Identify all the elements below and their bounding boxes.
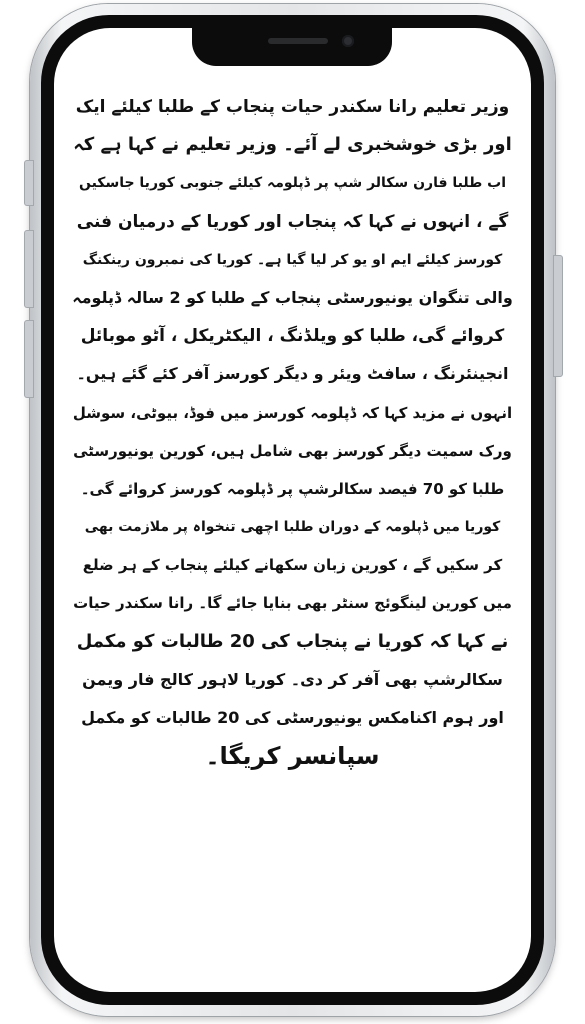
article-line: کورسز کیلئے ایم او یو کر لیا گیا ہے۔ کوریا کی نمبرون رینکنگ <box>82 251 503 268</box>
volume-down-button <box>24 320 34 398</box>
article-line: وزیر تعلیم رانا سکندر حیات پنجاب کے طلبا کیلئے ایک <box>75 97 510 117</box>
phone-bezel <box>41 15 544 1005</box>
article-line: اب طلبا فارن سکالر شپ پر ڈپلومہ کیلئے جنوبی کوریا جاسکیں <box>78 175 506 192</box>
mute-switch <box>24 160 34 206</box>
article-line: والی تنگوان یونیورسٹی پنجاب کے طلبا کو 2 سالہ ڈپلومہ <box>72 287 513 307</box>
article-line: سکالرشپ بھی آفر کر دی۔ کوریا لاہور کالج فار ویمن <box>82 669 503 689</box>
article-line: میں کورین لینگوئج سنٹر بھی بنایا جائے گا۔ رانا سکندر حیات <box>73 594 512 613</box>
volume-up-button <box>24 230 34 308</box>
article-line: کوریا میں ڈپلومہ کے دوران طلبا اچھی تنخواہ پر ملازمت بھی <box>84 519 501 536</box>
phone-frame <box>30 4 555 1016</box>
article-line: انہوں نے مزید کہا کہ ڈپلومہ کورسز میں فوڈ، بیوٹی، سوشل <box>72 403 513 422</box>
article-line: اور ہوم اکنامکس یونیورسٹی کی 20 طالبات کو مکمل <box>81 708 504 727</box>
speaker-icon <box>268 38 328 44</box>
article-line: نے کہا کہ کوریا نے پنجاب کی 20 طالبات کو مکمل <box>76 630 509 652</box>
camera-icon <box>342 35 354 47</box>
article-line: ورک سمیت دیگر کورسز بھی شامل ہیں، کورین یونیورسٹی <box>73 441 512 460</box>
phone-notch <box>192 28 392 66</box>
article-line: طلبا کو 70 فیصد سکالرشپ پر ڈپلومہ کورسز کروائے گی۔ <box>80 479 505 498</box>
power-button <box>553 255 563 377</box>
article-line: اور بڑی خوشخبری لے آئے۔ وزیر تعلیم نے کہا ہے کہ <box>73 134 512 156</box>
article-line: کروائے گی، طلبا کو ویلڈنگ ، الیکٹریکل ، آٹو موبائل <box>80 326 505 347</box>
article-line: گے ، انہوں نے کہا کہ پنجاب اور کوریا کے درمیان فنی <box>76 211 509 232</box>
phone-screen <box>54 28 531 992</box>
article-body <box>54 88 531 775</box>
article-line: سپانسر کریگا۔ <box>205 742 380 771</box>
article-line: انجینئرنگ ، سافٹ ویئر و دیگر کورسز آفر کئے گئے ہیں۔ <box>76 364 509 384</box>
article-line: کر سکیں گے ، کورین زبان سکھانے کیلئے پنجاب کے ہر ضلع <box>82 556 503 575</box>
